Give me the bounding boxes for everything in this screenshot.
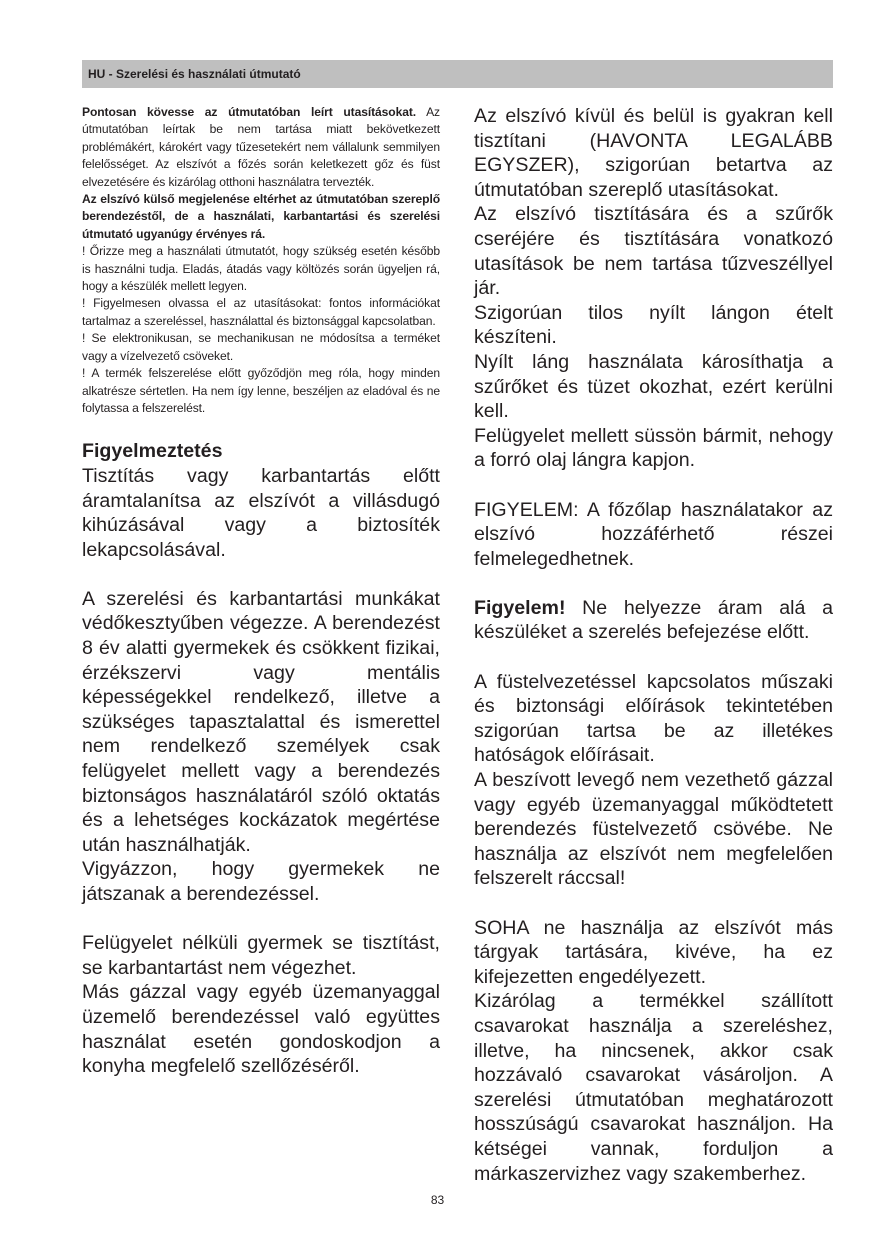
page-number: 83 [430, 1193, 445, 1207]
intro-paragraph-6: ! A termék felszerelése előtt győződjön meg róla, hogy minden alkatrésze sértetlen. Ha nem így lenne, beszéljen az eladóval és ne folytassa a felszerelést. [82, 366, 440, 415]
intro-paragraph-2: Az elszívó külső megjelenése eltérhet az útmutatóban szereplő berendezéstől, de a használati, karbantartási és szerelési útmutató ugyanúgy érvényes rá. [82, 192, 440, 241]
warning-paragraph-5: Más gázzal vagy egyéb üzemanyaggal üzemelő berendezéssel való együttes használat esetén gondoskodjon a konyha megfelelő szellőzéséről. [82, 981, 440, 1078]
right-paragraph-5: Felügyelet mellett süssön bármit, nehogy a forró olaj lángra kapjon. [474, 424, 833, 472]
spacer [474, 571, 833, 596]
spacer [82, 562, 440, 587]
intro-p1-bold: Pontosan kövesse az útmutatóban leírt utasításokat. [82, 105, 417, 119]
header-bar [82, 60, 833, 88]
intro-paragraph-3: ! Őrizze meg a használati útmutatót, hogy szükség esetén később is használni tudja. Eladás, átadás vagy költözés során ügyeljen rá, hogy a készülék mellett legyen. [82, 244, 440, 294]
warning-heading: Figyelmeztetés [82, 440, 223, 463]
spacer [474, 645, 833, 670]
intro-section [82, 104, 440, 417]
right-paragraph-11: Kizárólag a termékkel szállított csavarokat használja a szereléshez, illetve, ha nincsenek, akkor csak hozzávaló csavarokat vásároljon. A szerelési útmutatóban meghatározott hosszúságú csavarokat használjon. Ha kétségei vannak, forduljon a márkaszervizhez vagy szakemberhez. [474, 990, 833, 1185]
spacer [474, 891, 833, 916]
warning-paragraph-2: A szerelési és karbantartási munkákat védőkesztyűben végezze. A berendezést 8 év alatti gyermekek és csökkent fizikai, érzékszervi vagy mentális képességekkel rendelkező, illetve a szükséges tapasztalattal és ismerettel nem rendelkező személyek csak felügyelet mellett vagy a berendezés biztonságos használatáról szóló oktatás és a lehetséges kockázatok megértése után használhatják. [82, 587, 440, 856]
intro-paragraph-5: ! Se elektronikusan, se mechanikusan ne módosítsa a terméket vagy a vízelvezető csöveket. [82, 331, 440, 363]
spacer [82, 907, 440, 932]
right-paragraph-6: FIGYELEM: A főzőlap használatakor az elszívó hozzáférhető részei felmelegedhetnek. [474, 498, 833, 570]
left-column [82, 104, 440, 1079]
right-column [474, 104, 833, 1186]
right-paragraph-8: A füstelvezetéssel kapcsolatos műszaki és biztonsági előírások tekintetében szigorúan tartsa be az illetékes hatóságok előírásait. [474, 670, 833, 767]
header-title: HU - Szerelési és használati útmutató [88, 67, 301, 81]
right-paragraph-10: SOHA ne használja az elszívót más tárgyak tartására, kivéve, ha ez kifejezetten engedélyezett. [474, 916, 833, 988]
spacer [474, 473, 833, 498]
right-paragraph-4: Nyílt láng használata károsíthatja a szűrőket és tüzet okozhat, ezért kerülni kell. [474, 350, 833, 423]
attention-label: Figyelem! [474, 596, 566, 619]
intro-paragraph-1 [82, 104, 440, 191]
warning-paragraph-3: Vigyázzon, hogy gyermekek ne játszanak a berendezéssel. [82, 858, 440, 905]
warning-paragraph-4: Felügyelet nélküli gyermek se tisztítást, se karbantartást nem végezhet. [82, 932, 440, 979]
right-paragraph-1: Az elszívó kívül és belül is gyakran kell tisztítani (HAVONTA LEGALÁBB EGYSZER), szigorúan betartva az útmutatóban szereplő utasításokat. [474, 105, 833, 201]
intro-paragraph-4: ! Figyelmesen olvassa el az utasításokat: fontos információkat tartalmaz a szereléssel, használattal és biztonsággal kapcsolatban. [82, 296, 440, 328]
right-paragraph-2: Az elszívó tisztítására és a szűrők cseréjére és tisztítására vonatkozó utasítások be nem tartása tűzveszéllyel jár. [474, 203, 833, 300]
attention-text: Ne helyezze áram alá a készüléket a szerelés befejezése előtt. [474, 596, 833, 644]
spacer [82, 417, 440, 439]
right-paragraph-3: Szigorúan tilos nyílt lángon ételt készíteni. [474, 301, 833, 349]
right-paragraph-7 [474, 596, 833, 645]
right-paragraph-9: A beszívott levegő nem vezethető gázzal vagy egyéb üzemanyaggal működtetett berendezés füstelvezető csövébe. Ne használja az elszívót nem megfelelően felszerelt ráccsal! [474, 769, 833, 890]
intro-p1-rest: Az útmutatóban leírtak be nem tartása miatt bekövetkezett problémákért, károkért vagy tűzesetekért nem vállalunk semmilyen felelősséget. Az elszívót a főzés során keletkezett gőz és füst elvezetésére és kizárólag otthoni használatra tervezték. [82, 105, 440, 189]
warning-paragraph-1: Tisztítás vagy karbantartás előtt áramtalanítsa az elszívót a villásdugó kihúzásával vagy a biztosíték lekapcsolásával. [82, 464, 440, 561]
warning-section [82, 439, 440, 1078]
